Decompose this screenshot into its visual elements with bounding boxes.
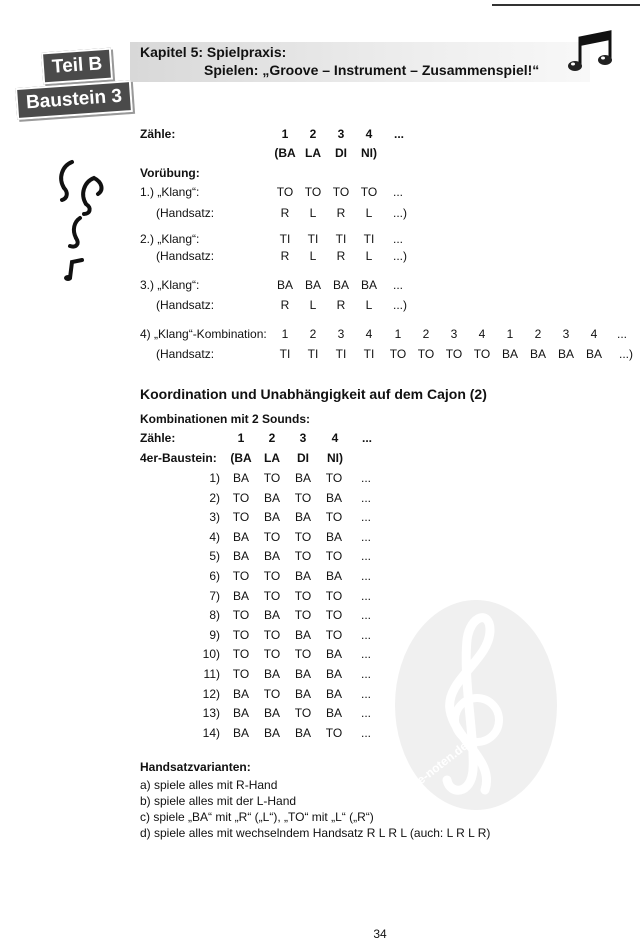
- row-number: 4): [209, 529, 220, 544]
- row-sound: BA: [232, 588, 249, 603]
- count-number: 3: [299, 431, 307, 445]
- sound: BA: [304, 278, 321, 292]
- row-sound: BA: [325, 490, 342, 505]
- sound: BA: [360, 278, 377, 292]
- row-sound: BA: [325, 569, 342, 583]
- combo-number: 2: [422, 327, 430, 341]
- section-subtitle: Kombinationen mit 2 Sounds:: [140, 412, 310, 426]
- count-label-2: Zähle:: [140, 431, 176, 445]
- combo-sound: TI: [335, 347, 347, 361]
- page-number: 34: [373, 927, 387, 941]
- combo-number: 4: [365, 327, 373, 341]
- row-sound: TO: [232, 647, 250, 662]
- combo-number: 1: [394, 327, 402, 341]
- music-notes-icon: [566, 26, 622, 78]
- row-number: 1): [209, 471, 220, 485]
- combo-number: 2: [534, 327, 542, 341]
- baustein-label: 4er-Baustein:: [140, 451, 217, 465]
- baustein-syllable: LA: [264, 451, 280, 465]
- row-sound: TO: [325, 725, 343, 740]
- handsatz-label: (Handsatz:: [156, 249, 215, 263]
- count-ellipsis: ...: [361, 431, 372, 445]
- exercise-label: 1.) „Klang“:: [140, 185, 200, 199]
- row-sound: BA: [294, 627, 311, 642]
- row-sound: TO: [294, 588, 312, 603]
- row-ellipsis: ...: [360, 706, 371, 721]
- sound: TO: [332, 185, 350, 199]
- row-sound: BA: [325, 647, 342, 662]
- combo-sound: TI: [279, 347, 291, 361]
- row-sound: BA: [263, 608, 280, 623]
- row-ellipsis: ...: [360, 588, 371, 603]
- sound: BA: [332, 278, 349, 292]
- row-sound: BA: [232, 471, 249, 485]
- combo-number: 2: [309, 327, 317, 341]
- combo-sound: BA: [501, 347, 518, 361]
- row-sound: BA: [263, 725, 280, 740]
- count-number: 4: [331, 431, 339, 445]
- hand: L: [309, 249, 317, 263]
- row-ellipsis: ...: [360, 529, 371, 544]
- row-sound: BA: [325, 686, 342, 701]
- hand: R: [280, 206, 290, 220]
- row-sound: TO: [263, 686, 281, 701]
- row-ellipsis: ...: [360, 686, 371, 701]
- handsatz-title: Handsatzvarianten:: [140, 760, 251, 774]
- count-syllable: LA: [305, 146, 321, 160]
- row-sound: TO: [294, 647, 312, 662]
- row-ellipsis: ...: [360, 510, 371, 525]
- row-sound: BA: [263, 706, 280, 721]
- combo-sound: TI: [307, 347, 319, 361]
- row-sound: BA: [232, 549, 249, 564]
- count-ellipsis: ...: [393, 127, 404, 141]
- row-sound: BA: [294, 686, 311, 701]
- row-sound: TO: [232, 490, 250, 505]
- row-ellipsis: ...: [360, 725, 371, 740]
- handsatz-item: c) spiele „BA“ mit „R“ („L“), „TO“ mit „L“ („R“): [140, 810, 374, 824]
- combo-number: 3: [337, 327, 345, 341]
- count-syllable: (BA: [274, 146, 296, 160]
- combo-number: 4: [478, 327, 486, 341]
- hand: R: [280, 249, 290, 263]
- teil-badge: Teil B: [41, 48, 113, 85]
- row-sound: TO: [325, 608, 343, 623]
- hand: L: [309, 206, 317, 220]
- row-sound: BA: [232, 529, 249, 544]
- combo-number: 1: [281, 327, 289, 341]
- row-sound: BA: [294, 569, 311, 583]
- row-number: 10): [202, 647, 220, 662]
- handsatz-item: b) spiele alles mit der L-Hand: [140, 794, 297, 808]
- row-sound: BA: [294, 471, 311, 485]
- row-sound: TO: [263, 569, 281, 583]
- count-label: Zähle:: [140, 127, 176, 141]
- row-number: 9): [209, 627, 220, 642]
- hand: L: [365, 206, 373, 220]
- row-sound: BA: [263, 667, 280, 681]
- row-sound: TO: [325, 627, 343, 642]
- count-number: 1: [281, 127, 289, 141]
- count-number: 2: [268, 431, 276, 445]
- combo-number: 3: [562, 327, 570, 341]
- combo-sound: BA: [585, 347, 602, 361]
- row-ellipsis: ...: [360, 549, 371, 564]
- row-number: 7): [209, 588, 220, 603]
- row-sound: TO: [263, 627, 281, 642]
- count-number: 1: [237, 431, 245, 445]
- row-sound: BA: [294, 667, 311, 681]
- row-ellipsis: ...: [360, 490, 371, 505]
- handsatz-label: (Handsatz:: [156, 298, 215, 312]
- hand: ...): [393, 206, 407, 220]
- count-number: 3: [337, 127, 345, 141]
- row-sound: TO: [325, 588, 343, 603]
- row-ellipsis: ...: [360, 647, 371, 662]
- sound: BA: [276, 278, 293, 292]
- row-ellipsis: ...: [360, 569, 371, 583]
- combo-sound: TI: [363, 347, 375, 361]
- row-ellipsis: ...: [360, 667, 371, 681]
- hand: L: [365, 249, 373, 263]
- exercise-label: 3.) „Klang“:: [140, 278, 200, 292]
- combo-sound: TO: [473, 347, 491, 361]
- sound: ...: [392, 185, 403, 199]
- combo-sound: ...): [619, 347, 633, 361]
- combo-label: 4) „Klang“-Kombination:: [140, 327, 267, 341]
- decorative-notes-icon: [50, 158, 110, 288]
- baustein-syllable: DI: [297, 451, 309, 465]
- row-sound: BA: [232, 706, 249, 721]
- row-ellipsis: ...: [360, 471, 371, 485]
- row-number: 2): [209, 490, 220, 505]
- handsatz-item: a) spiele alles mit R-Hand: [140, 778, 278, 792]
- combo-number: 3: [450, 327, 458, 341]
- hand: R: [280, 298, 290, 312]
- hand: R: [336, 298, 346, 312]
- hand: ...): [393, 249, 407, 263]
- row-sound: BA: [325, 529, 342, 544]
- hand: R: [336, 206, 346, 220]
- sound: ...: [392, 232, 403, 246]
- row-sound: TO: [294, 608, 312, 623]
- hand: ...): [393, 298, 407, 312]
- row-sound: BA: [294, 725, 311, 740]
- sound: TI: [279, 232, 291, 246]
- row-sound: TO: [232, 569, 250, 583]
- sound: TI: [335, 232, 347, 246]
- row-sound: TO: [294, 529, 312, 544]
- row-sound: TO: [263, 471, 281, 485]
- row-sound: TO: [325, 510, 343, 525]
- row-number: 12): [202, 686, 220, 701]
- row-sound: BA: [263, 490, 280, 505]
- row-sound: BA: [232, 725, 249, 740]
- combo-sound: TO: [389, 347, 407, 361]
- row-sound: TO: [263, 647, 281, 662]
- sound: TO: [276, 185, 294, 199]
- count-number: 2: [309, 127, 317, 141]
- row-sound: BA: [263, 510, 280, 525]
- row-sound: BA: [232, 686, 249, 701]
- chapter-title: Kapitel 5: Spielpraxis:: [140, 44, 287, 60]
- row-sound: TO: [232, 667, 250, 681]
- combo-number: 1: [506, 327, 514, 341]
- row-ellipsis: ...: [360, 627, 371, 642]
- vorubung-title: Vorübung:: [140, 166, 200, 180]
- row-sound: TO: [232, 510, 250, 525]
- row-sound: TO: [294, 490, 312, 505]
- count-syllable: NI): [361, 146, 377, 160]
- handsatz-item: d) spiele alles mit wechselndem Handsatz R L R L (auch: L R L R): [140, 826, 491, 840]
- row-sound: BA: [294, 510, 311, 525]
- combo-number: ...: [616, 327, 627, 341]
- hand: R: [336, 249, 346, 263]
- row-sound: TO: [325, 471, 343, 485]
- row-sound: BA: [325, 667, 342, 681]
- baustein-syllable: NI): [327, 451, 343, 465]
- sound: TI: [363, 232, 375, 246]
- combo-sound: TO: [417, 347, 435, 361]
- exercise-label: 2.) „Klang“:: [140, 232, 200, 246]
- count-syllable: DI: [335, 146, 347, 160]
- row-sound: TO: [263, 588, 281, 603]
- sound: TO: [360, 185, 378, 199]
- handsatz-label: (Handsatz:: [156, 206, 215, 220]
- combo-number: 4: [590, 327, 598, 341]
- row-number: 14): [202, 725, 220, 740]
- watermark-text: alle-noten.de: [403, 738, 471, 796]
- row-sound: BA: [263, 549, 280, 564]
- baustein-badge: Baustein 3: [15, 80, 133, 120]
- hand: L: [365, 298, 373, 312]
- row-sound: TO: [263, 529, 281, 544]
- count-number: 4: [365, 127, 373, 141]
- row-number: 6): [209, 569, 220, 583]
- row-sound: TO: [232, 627, 250, 642]
- sound: ...: [392, 278, 403, 292]
- baustein-syllable: (BA: [230, 451, 252, 465]
- row-ellipsis: ...: [360, 608, 371, 623]
- section-title: Koordination und Unabhängigkeit auf dem Cajon (2): [140, 386, 487, 402]
- handsatz-label: (Handsatz:: [156, 347, 215, 361]
- sound: TO: [304, 185, 322, 199]
- sound: TI: [307, 232, 319, 246]
- combo-sound: BA: [529, 347, 546, 361]
- top-rule: [492, 4, 640, 6]
- row-number: 8): [209, 608, 220, 623]
- chapter-subtitle: Spielen: „Groove – Instrument – Zusammenspiel!“: [204, 62, 540, 78]
- row-sound: TO: [294, 706, 312, 721]
- row-number: 11): [203, 667, 220, 681]
- row-sound: TO: [232, 608, 250, 623]
- row-sound: TO: [325, 549, 343, 564]
- row-sound: TO: [294, 549, 312, 564]
- row-number: 5): [209, 549, 220, 564]
- hand: L: [309, 298, 317, 312]
- row-number: 3): [209, 510, 220, 525]
- row-number: 13): [202, 706, 220, 721]
- row-sound: BA: [325, 706, 342, 721]
- combo-sound: TO: [445, 347, 463, 361]
- combo-sound: BA: [557, 347, 574, 361]
